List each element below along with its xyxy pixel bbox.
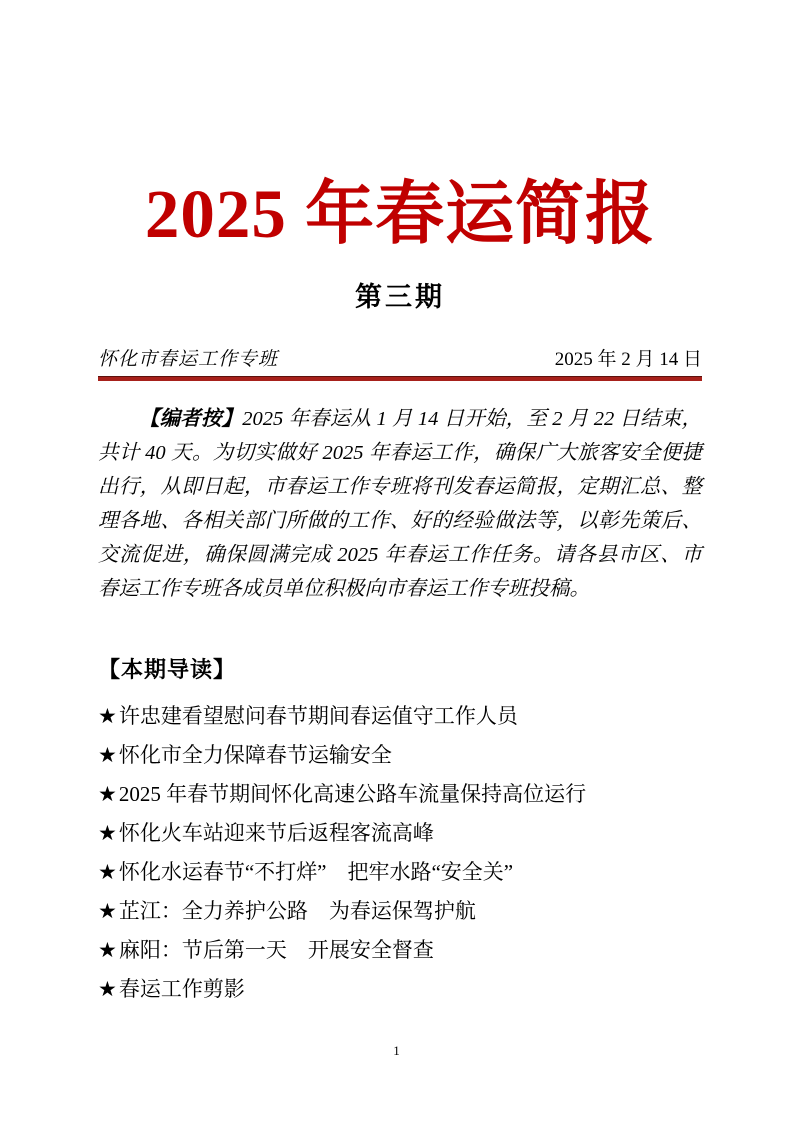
- toc-item-text: 芷江：全力养护公路 为春运保驾护航: [118, 899, 476, 924]
- toc-item: [98, 970, 702, 1009]
- issuing-organization: 怀化市春运工作专班: [98, 349, 279, 371]
- red-divider-rule: [98, 376, 702, 381]
- star-icon: ★: [98, 938, 117, 963]
- star-icon: ★: [98, 704, 117, 729]
- toc-item: [98, 853, 702, 892]
- star-icon: ★: [98, 782, 117, 807]
- toc-item-text: 许忠建看望慰问春节期间春运值守工作人员: [118, 704, 518, 729]
- issue-date: 2025 年 2 月 14 日: [554, 349, 702, 371]
- toc-item: [98, 736, 702, 775]
- toc-item: [98, 697, 702, 736]
- toc-list: [98, 697, 702, 1009]
- editor-note-text: 2025 年春运从 1 月 14 日开始，至 2 月 22 日结束，共计 40 天。为切实做好 2025 年春运工作，确保广大旅客安全便捷出行，从即日起，市春运工作专班将刊发春运简报，定期汇总、整理各地、各相关部门所做的工作、好的经验做法等，以彰先策后、交流促进，确保圆满完成 2025 年春运工作任务。请各县市区、市春运工作专班各成员单位积极向市春运工作专班投稿。: [98, 408, 702, 601]
- editor-note-label: 【编者按】: [139, 408, 243, 431]
- star-icon: ★: [98, 977, 117, 1002]
- document-content: [98, 0, 702, 1009]
- star-icon: ★: [98, 743, 117, 768]
- masthead: [98, 344, 702, 371]
- toc-heading: 【本期导读】: [98, 657, 237, 683]
- toc-item-text: 怀化水运春节“不打烊” 把牢水路“安全关”: [118, 860, 514, 885]
- toc-item: [98, 931, 702, 970]
- toc-item-text: 2025 年春节期间怀化高速公路车流量保持高位运行: [118, 782, 587, 807]
- toc-item: [98, 814, 702, 853]
- issue-number: 第三期: [355, 282, 445, 313]
- page-number: 1: [393, 1043, 400, 1058]
- editor-note-paragraph: [98, 402, 702, 606]
- toc-item: [98, 892, 702, 931]
- toc-item-text: 春运工作剪影: [118, 977, 245, 1002]
- toc-item-text: 怀化市全力保障春节运输安全: [118, 743, 392, 768]
- toc-item-text: 怀化火车站迎来节后返程客流高峰: [118, 821, 434, 846]
- toc-item-text: 麻阳：节后第一天 开展安全督查: [118, 938, 434, 963]
- star-icon: ★: [98, 899, 117, 924]
- toc-item: [98, 775, 702, 814]
- document-title: 2025 年春运简报: [144, 176, 656, 252]
- star-icon: ★: [98, 821, 117, 846]
- star-icon: ★: [98, 860, 117, 885]
